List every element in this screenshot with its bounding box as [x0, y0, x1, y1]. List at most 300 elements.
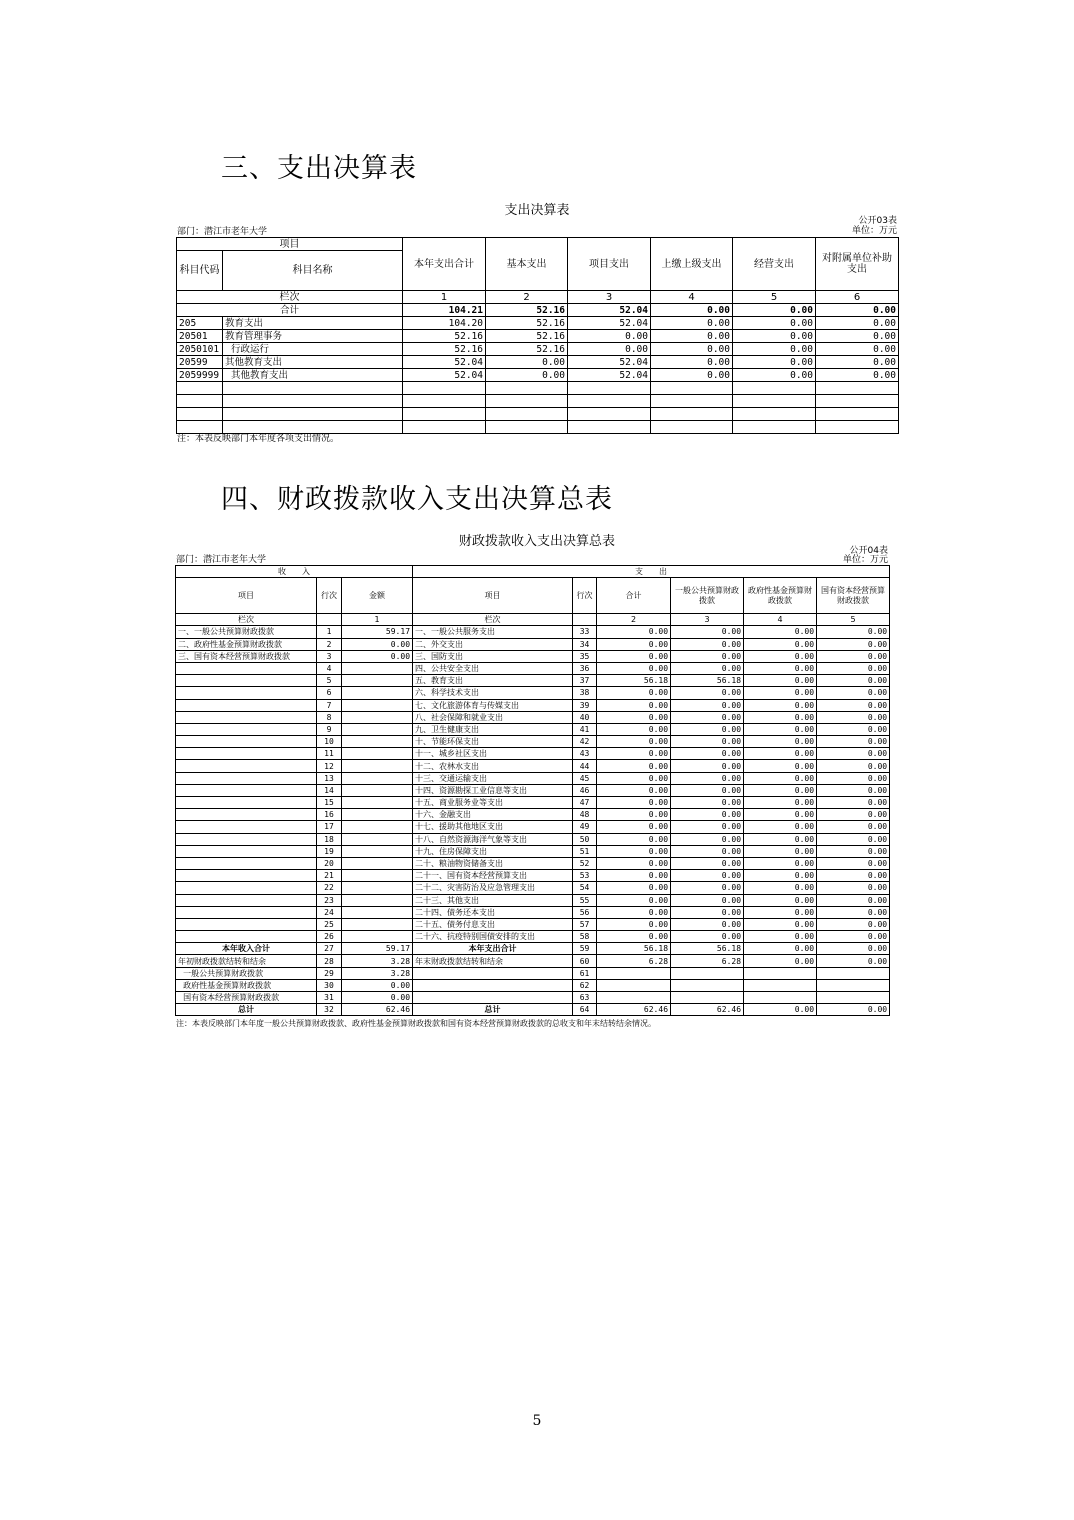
table-row [176, 760, 890, 772]
header-expense: 支 出 [413, 566, 890, 578]
amount-cell: 52.04 [403, 356, 486, 369]
total-value: 0.00 [816, 304, 899, 317]
income-item [176, 748, 317, 760]
header-income: 收 入 [176, 566, 413, 578]
expense-item: 六、科学技术支出 [413, 687, 573, 699]
expense-amount: 0.00 [597, 797, 671, 809]
subject-name: 其他教育支出 [223, 369, 403, 382]
expense-amount: 0.00 [671, 821, 744, 833]
table-row [176, 882, 890, 894]
expense-amount [744, 979, 817, 991]
income-item [176, 675, 317, 687]
expense-amount: 0.00 [597, 809, 671, 821]
income-line: 24 [317, 906, 342, 918]
total-value: 104.21 [403, 304, 486, 317]
income-line: 28 [317, 955, 342, 967]
expense-amount: 56.18 [671, 675, 744, 687]
income-item [176, 809, 317, 821]
expense-amount: 0.00 [817, 662, 890, 674]
expense-line: 41 [573, 723, 597, 735]
expense-amount: 0.00 [597, 894, 671, 906]
income-line: 32 [317, 1004, 342, 1016]
expense-item: 三、国防支出 [413, 650, 573, 662]
expense-item: 二十、粮油物资储备支出 [413, 857, 573, 869]
expense-amount: 0.00 [597, 711, 671, 723]
income-item [176, 882, 317, 894]
expense-amount: 0.00 [744, 760, 817, 772]
expense-item [413, 967, 573, 979]
amount-cell: 52.16 [403, 343, 486, 356]
income-line: 4 [317, 662, 342, 674]
table-row [176, 857, 890, 869]
expense-amount: 0.00 [671, 931, 744, 943]
expense-amount: 0.00 [671, 760, 744, 772]
expense-amount: 0.00 [817, 845, 890, 857]
expense-amount: 0.00 [671, 784, 744, 796]
expense-item: 二十四、债务还本支出 [413, 906, 573, 918]
table-row [176, 736, 890, 748]
header-ex-line: 行次 [573, 578, 597, 614]
section3-form-code: 公开03表 [858, 216, 897, 226]
empty-cell [177, 408, 223, 421]
expense-line: 49 [573, 821, 597, 833]
empty-cell [568, 395, 651, 408]
expense-amount: 0.00 [817, 723, 890, 735]
subject-code: 205 [177, 317, 223, 330]
expense-line: 64 [573, 1004, 597, 1016]
expense-amount: 0.00 [817, 736, 890, 748]
expense-amount: 0.00 [671, 723, 744, 735]
expense-amount: 0.00 [671, 687, 744, 699]
expense-amount: 0.00 [597, 931, 671, 943]
income-amount [342, 784, 413, 796]
income-line: 25 [317, 918, 342, 930]
col-num: 6 [816, 291, 899, 304]
expense-amount: 0.00 [744, 638, 817, 650]
col-num: 4 [651, 291, 733, 304]
expense-amount: 0.00 [597, 857, 671, 869]
expense-amount: 0.00 [817, 955, 890, 967]
amount-cell: 0.00 [486, 369, 568, 382]
table-row [176, 638, 890, 650]
expense-amount: 0.00 [817, 894, 890, 906]
amount-cell: 0.00 [651, 343, 733, 356]
expense-amount: 56.18 [597, 675, 671, 687]
income-amount [342, 797, 413, 809]
header-amount: 金额 [342, 578, 413, 614]
subject-name: 教育管理事务 [223, 330, 403, 343]
header-col-row-label: 栏次 [177, 291, 403, 304]
empty-cell [733, 382, 816, 395]
income-item: 政府性基金预算财政拨款 [176, 979, 317, 991]
income-line: 6 [317, 687, 342, 699]
income-line: 3 [317, 650, 342, 662]
subject-code: 20599 [177, 356, 223, 369]
expense-amount: 0.00 [671, 736, 744, 748]
table-row [176, 979, 890, 991]
section4-form-code: 公开04表 [849, 546, 888, 556]
expense-amount: 0.00 [671, 626, 744, 638]
amount-cell: 0.00 [816, 369, 899, 382]
expense-amount: 0.00 [817, 918, 890, 930]
income-amount [342, 772, 413, 784]
header-name: 科目名称 [223, 251, 403, 291]
income-amount: 0.00 [342, 979, 413, 991]
table-row [176, 711, 890, 723]
table-row [176, 626, 890, 638]
expense-line: 48 [573, 809, 597, 821]
expense-amount: 0.00 [817, 772, 890, 784]
section4-note: 注：本表反映部门本年度一般公共预算财政拨款、政府性基金预算财政拨款和国有资本经营预算财政拨款的总收支和年末结转结余情况。 [176, 1019, 656, 1028]
table-row [176, 967, 890, 979]
expense-line: 62 [573, 979, 597, 991]
empty-cell [651, 408, 733, 421]
expense-amount: 0.00 [597, 882, 671, 894]
income-item: 年初财政拨款结转和结余 [176, 955, 317, 967]
amount-cell: 0.00 [733, 369, 816, 382]
expense-item: 二十二、灾害防治及应急管理支出 [413, 882, 573, 894]
expense-amount: 0.00 [744, 723, 817, 735]
income-line: 14 [317, 784, 342, 796]
expense-amount: 0.00 [597, 906, 671, 918]
table-row [177, 330, 899, 343]
amount-cell: 0.00 [733, 317, 816, 330]
income-amount: 59.17 [342, 943, 413, 955]
expense-item: 二、外交支出 [413, 638, 573, 650]
amount-cell: 52.04 [568, 317, 651, 330]
income-item [176, 833, 317, 845]
expense-amount: 0.00 [817, 699, 890, 711]
empty-cell [651, 382, 733, 395]
expense-amount: 0.00 [744, 748, 817, 760]
expense-amount: 0.00 [597, 626, 671, 638]
amount-cell: 0.00 [733, 356, 816, 369]
expense-item: 二十一、国有资本经营预算支出 [413, 870, 573, 882]
empty-cell [223, 408, 403, 421]
expense-amount: 0.00 [744, 797, 817, 809]
table-row [177, 343, 899, 356]
amount-cell: 0.00 [651, 356, 733, 369]
income-item [176, 723, 317, 735]
table-row [176, 723, 890, 735]
expense-amount: 0.00 [671, 894, 744, 906]
expense-amount: 0.00 [744, 699, 817, 711]
income-line: 11 [317, 748, 342, 760]
expense-amount: 0.00 [817, 748, 890, 760]
expense-table [176, 237, 899, 434]
income-amount: 0.00 [342, 638, 413, 650]
income-line: 19 [317, 845, 342, 857]
expense-item: 十九、住房保障支出 [413, 845, 573, 857]
subject-name: 行政运行 [223, 343, 403, 356]
table-row [176, 821, 890, 833]
income-line: 15 [317, 797, 342, 809]
expense-line: 42 [573, 736, 597, 748]
expense-amount: 0.00 [744, 882, 817, 894]
table-row [177, 356, 899, 369]
income-item: 本年收入合计 [176, 943, 317, 955]
income-line: 8 [317, 711, 342, 723]
header-project: 项目 [177, 238, 403, 251]
total-label: 合计 [177, 304, 403, 317]
expense-line: 54 [573, 882, 597, 894]
col-num: 4 [744, 614, 817, 626]
expense-line: 55 [573, 894, 597, 906]
expense-amount: 0.00 [744, 870, 817, 882]
expense-amount: 0.00 [744, 833, 817, 845]
empty-row [177, 382, 899, 395]
income-line: 27 [317, 943, 342, 955]
income-line: 13 [317, 772, 342, 784]
income-amount [342, 687, 413, 699]
section3-department: 部门：潜江市老年大学 [177, 227, 268, 237]
empty-cell [403, 421, 486, 434]
expense-amount: 0.00 [744, 784, 817, 796]
expense-line: 39 [573, 699, 597, 711]
table-row [176, 906, 890, 918]
income-item [176, 894, 317, 906]
income-line: 17 [317, 821, 342, 833]
income-amount: 0.00 [342, 992, 413, 1004]
expense-item: 四、公共安全支出 [413, 662, 573, 674]
expense-amount: 0.00 [671, 638, 744, 650]
table-row [176, 955, 890, 967]
income-amount [342, 857, 413, 869]
subject-code: 2059999 [177, 369, 223, 382]
expense-item: 十四、资源勘探工业信息等支出 [413, 784, 573, 796]
amount-cell: 0.00 [733, 343, 816, 356]
expense-amount: 0.00 [671, 699, 744, 711]
income-item: 三、国有资本经营预算财政拨款 [176, 650, 317, 662]
table-row [176, 833, 890, 845]
expense-line: 35 [573, 650, 597, 662]
header-col-5: 经营支出 [733, 238, 816, 291]
income-item [176, 821, 317, 833]
expense-amount: 0.00 [671, 797, 744, 809]
amount-cell: 52.04 [403, 369, 486, 382]
empty-cell [177, 395, 223, 408]
empty-cell [403, 408, 486, 421]
income-item [176, 906, 317, 918]
amount-cell: 52.16 [486, 330, 568, 343]
expense-amount: 0.00 [744, 687, 817, 699]
total-value: 0.00 [733, 304, 816, 317]
empty-cell [568, 421, 651, 434]
empty-cell [486, 395, 568, 408]
table-row [176, 675, 890, 687]
expense-amount: 0.00 [817, 943, 890, 955]
subject-name: 其他教育支出 [223, 356, 403, 369]
amount-cell: 0.00 [651, 369, 733, 382]
expense-amount: 0.00 [597, 723, 671, 735]
expense-line: 56 [573, 906, 597, 918]
header-ex-item: 项目 [413, 578, 573, 614]
header-col-4: 上缴上级支出 [651, 238, 733, 291]
total-value: 52.16 [486, 304, 568, 317]
empty-row [177, 408, 899, 421]
expense-amount [744, 992, 817, 1004]
fiscal-summary-table [175, 565, 890, 1016]
section4-unit: 单位：万元 [842, 555, 888, 565]
empty-cell [733, 395, 816, 408]
expense-amount: 0.00 [597, 870, 671, 882]
expense-amount: 0.00 [671, 918, 744, 930]
expense-line: 53 [573, 870, 597, 882]
income-line: 18 [317, 833, 342, 845]
table-row [176, 699, 890, 711]
table-row [176, 772, 890, 784]
expense-amount [817, 979, 890, 991]
expense-amount: 0.00 [671, 857, 744, 869]
col-num: 3 [568, 291, 651, 304]
income-amount [342, 845, 413, 857]
table-row [176, 845, 890, 857]
expense-amount: 0.00 [597, 748, 671, 760]
income-amount [342, 918, 413, 930]
expense-amount [817, 992, 890, 1004]
expense-line: 38 [573, 687, 597, 699]
income-item: 二、政府性基金预算财政拨款 [176, 638, 317, 650]
section4-table-title: 财政拨款收入支出决算总表 [458, 534, 615, 549]
expense-amount: 0.00 [744, 809, 817, 821]
empty-cell [223, 395, 403, 408]
expense-amount: 0.00 [817, 857, 890, 869]
expense-amount: 0.00 [671, 870, 744, 882]
expense-amount: 0.00 [597, 736, 671, 748]
income-amount [342, 870, 413, 882]
header-col-6: 对附属单位补助支出 [816, 238, 899, 291]
expense-amount: 0.00 [744, 711, 817, 723]
expense-line: 57 [573, 918, 597, 930]
header-gov-fund: 政府性基金预算财政拨款 [744, 578, 817, 614]
empty-cell [486, 408, 568, 421]
table-row [176, 797, 890, 809]
income-amount [342, 748, 413, 760]
income-amount [342, 931, 413, 943]
income-line: 1 [317, 626, 342, 638]
expense-amount: 56.18 [671, 943, 744, 955]
expense-line: 59 [573, 943, 597, 955]
income-amount: 59.17 [342, 626, 413, 638]
expense-amount [597, 967, 671, 979]
expense-line: 43 [573, 748, 597, 760]
header-state-capital: 国有资本经营预算财政拨款 [817, 578, 890, 614]
expense-line: 44 [573, 760, 597, 772]
expense-amount: 0.00 [744, 821, 817, 833]
expense-amount: 0.00 [671, 662, 744, 674]
income-line: 26 [317, 931, 342, 943]
expense-amount: 0.00 [597, 821, 671, 833]
expense-item: 五、教育支出 [413, 675, 573, 687]
expense-amount: 0.00 [744, 943, 817, 955]
expense-line: 34 [573, 638, 597, 650]
expense-amount: 0.00 [817, 870, 890, 882]
empty-cell [223, 382, 403, 395]
section3-unit: 单位：万元 [851, 226, 897, 236]
expense-amount: 0.00 [597, 699, 671, 711]
income-amount [342, 723, 413, 735]
expense-amount: 0.00 [671, 833, 744, 845]
income-item [176, 857, 317, 869]
expense-amount: 0.00 [597, 638, 671, 650]
col-num: 5 [817, 614, 890, 626]
expense-amount: 0.00 [817, 809, 890, 821]
expense-line: 51 [573, 845, 597, 857]
expense-amount: 0.00 [817, 931, 890, 943]
empty-cell [403, 382, 486, 395]
section4-heading: 四、财政拨款收入支出决算总表 [221, 484, 613, 515]
expense-amount: 0.00 [744, 931, 817, 943]
expense-amount [744, 967, 817, 979]
expense-amount: 0.00 [597, 772, 671, 784]
income-line: 7 [317, 699, 342, 711]
expense-amount: 0.00 [744, 906, 817, 918]
amount-cell: 52.16 [403, 330, 486, 343]
expense-amount: 0.00 [817, 626, 890, 638]
empty-cell [177, 382, 223, 395]
income-item: 总计 [176, 1004, 317, 1016]
expense-item: 七、文化旅游体育与传媒支出 [413, 699, 573, 711]
expense-item: 一、一般公共服务支出 [413, 626, 573, 638]
income-amount [342, 760, 413, 772]
income-item [176, 760, 317, 772]
income-item [176, 918, 317, 930]
expense-amount: 0.00 [744, 772, 817, 784]
table-row [176, 650, 890, 662]
expense-amount: 0.00 [671, 650, 744, 662]
expense-line: 47 [573, 797, 597, 809]
income-amount: 3.28 [342, 955, 413, 967]
expense-amount: 0.00 [817, 687, 890, 699]
header-col-row-label: 栏次 [413, 614, 573, 626]
income-amount [342, 906, 413, 918]
expense-amount: 0.00 [744, 650, 817, 662]
empty-cell [733, 421, 816, 434]
income-line: 12 [317, 760, 342, 772]
section3-heading: 三、支出决算表 [221, 153, 417, 184]
income-line: 21 [317, 870, 342, 882]
expense-amount: 0.00 [744, 894, 817, 906]
expense-amount: 0.00 [671, 882, 744, 894]
expense-amount: 0.00 [597, 760, 671, 772]
expense-amount: 0.00 [817, 906, 890, 918]
empty-cell [816, 421, 899, 434]
expense-amount: 0.00 [817, 650, 890, 662]
income-line: 9 [317, 723, 342, 735]
empty-cell [568, 408, 651, 421]
expense-amount: 0.00 [744, 918, 817, 930]
income-amount: 0.00 [342, 650, 413, 662]
expense-item: 十五、商业服务业等支出 [413, 797, 573, 809]
empty-cell [816, 382, 899, 395]
expense-item: 十、节能环保支出 [413, 736, 573, 748]
expense-item: 十七、援助其他地区支出 [413, 821, 573, 833]
income-item [176, 931, 317, 943]
income-item [176, 711, 317, 723]
table-row [176, 662, 890, 674]
income-line: 16 [317, 809, 342, 821]
empty-cell [486, 421, 568, 434]
amount-cell: 0.00 [651, 330, 733, 343]
expense-amount: 0.00 [671, 711, 744, 723]
expense-item [413, 979, 573, 991]
income-amount [342, 662, 413, 674]
expense-amount: 0.00 [817, 638, 890, 650]
table-row [176, 748, 890, 760]
table-row [176, 809, 890, 821]
amount-cell: 52.16 [486, 317, 568, 330]
subject-code: 20501 [177, 330, 223, 343]
